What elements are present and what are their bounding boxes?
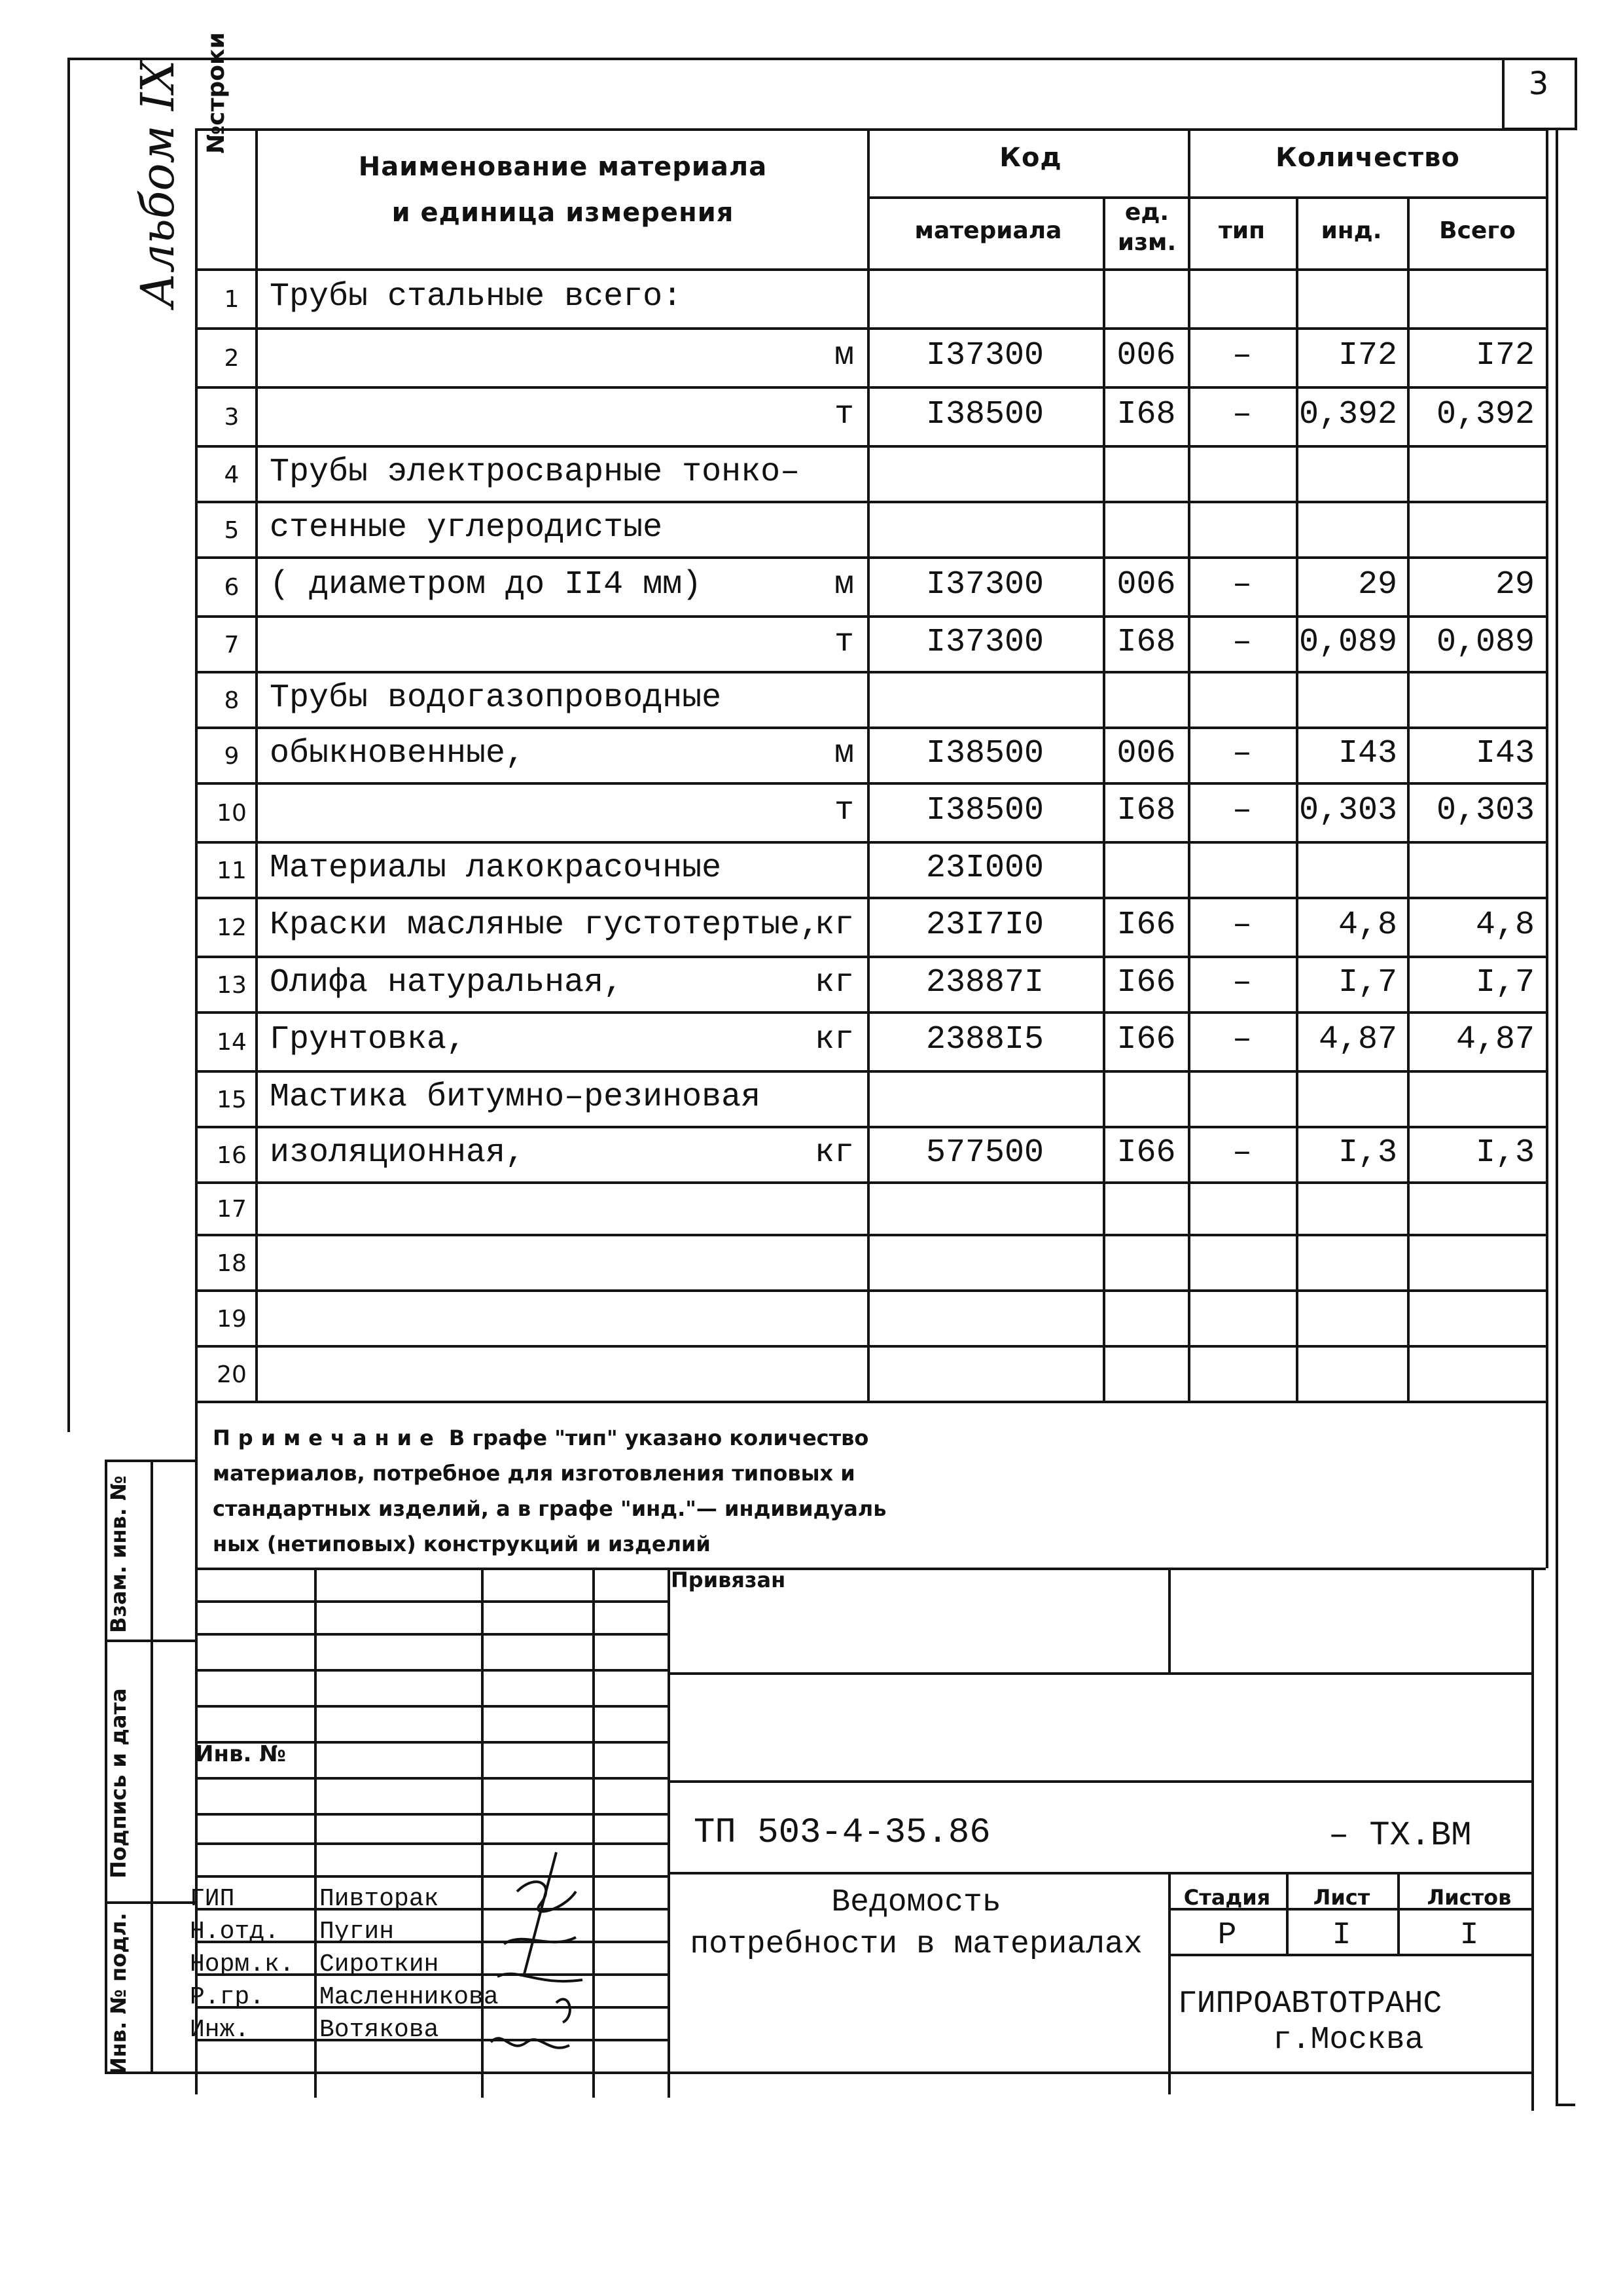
- document-code: ТП 503-4-35.86: [694, 1813, 991, 1853]
- code-material-header: материала: [914, 217, 1062, 244]
- document-suffix: – ТХ.ВМ: [1329, 1816, 1472, 1855]
- row-line-4: [195, 501, 1546, 503]
- signature-marks: [478, 1813, 602, 2075]
- row-total-qty: I43: [1475, 735, 1535, 772]
- qty-ind-header: инд.: [1321, 217, 1382, 244]
- row-ind-qty: I,7: [1338, 964, 1397, 1001]
- row-number-header: [203, 32, 255, 206]
- title-line1: Ведомость: [831, 1885, 1001, 1920]
- side-strip-div2: [105, 1901, 196, 1904]
- row-unit: кг: [814, 1021, 854, 1058]
- row-total-qty: 4,8: [1475, 906, 1535, 944]
- note-bottom-line: [195, 1568, 1546, 1570]
- note-line2: материалов, потребное для изготовления типовых и: [213, 1461, 855, 1486]
- row-name: Трубы водогазопроводные: [270, 679, 722, 717]
- row-unit-code: I66: [1116, 964, 1176, 1001]
- code-header: Код: [999, 143, 1062, 173]
- privyazan-label: Привязан: [671, 1568, 786, 1592]
- row-number: 13: [217, 972, 247, 999]
- side-label-podpis-text: Подпись и дата: [106, 1688, 131, 1878]
- row-line-3: [195, 445, 1546, 448]
- stage-label: Стадия: [1183, 1885, 1271, 1910]
- row-material-code: I38500: [925, 396, 1044, 433]
- row-total-qty: 29: [1495, 566, 1535, 603]
- stamp-col-main: [668, 1568, 670, 2098]
- row-material-code: 2388I5: [925, 1021, 1044, 1058]
- code-unit-header-l1: ед.: [1124, 199, 1169, 226]
- row-material-code: I38500: [925, 792, 1044, 829]
- row-line-6: [195, 615, 1546, 618]
- code-unit-header-l2: изм.: [1117, 229, 1177, 256]
- row-unit-code: I66: [1116, 1134, 1176, 1172]
- row-unit-code: I68: [1116, 792, 1176, 829]
- row-line-12: [195, 956, 1546, 958]
- row-name: Трубы стальные всего:: [270, 278, 683, 315]
- row-ind-qty: 0,089: [1299, 624, 1398, 661]
- col-line-ind: [1407, 196, 1410, 1403]
- side-strip-div1: [105, 1640, 196, 1642]
- row-total-qty: I,3: [1475, 1134, 1535, 1172]
- qty-type-header: тип: [1219, 217, 1265, 244]
- row-line-15: [195, 1126, 1546, 1128]
- side-label-inv-podl-text: Инв. № подл.: [106, 1912, 131, 2075]
- row-ind-qty: I,3: [1338, 1134, 1397, 1172]
- row-line-20: [195, 1401, 1546, 1403]
- row-name: стенные углеродистые: [270, 509, 663, 547]
- signer-name: Пивторак: [319, 1885, 439, 1913]
- row-number: 14: [217, 1029, 247, 1056]
- row-type-qty: –: [1232, 964, 1252, 1001]
- row-line-13: [195, 1011, 1546, 1014]
- row-number: 19: [217, 1306, 247, 1333]
- stamp-privyazan-divider: [1168, 1568, 1171, 1672]
- row-number: 10: [217, 800, 247, 827]
- name-header-line1: Наименование материала: [358, 152, 768, 182]
- row-unit-code: I66: [1116, 906, 1176, 944]
- note-line3: стандартных изделий, а в графе "инд."— индивидуаль: [213, 1496, 887, 1521]
- signature-pugin: [504, 1937, 576, 1944]
- signer-name: Пугин: [319, 1918, 395, 1946]
- album-label: Альбом IX: [131, 60, 185, 308]
- row-unit: т: [834, 792, 854, 829]
- stamp-left-line-3: [195, 1705, 668, 1708]
- row-type-qty: –: [1232, 1021, 1252, 1058]
- row-material-code: 577500: [925, 1134, 1044, 1172]
- frame-left-line: [67, 58, 70, 1432]
- row-ind-qty: I43: [1338, 735, 1397, 772]
- row-line-5: [195, 556, 1546, 559]
- row-name: Материалы лакокрасочные: [270, 850, 722, 887]
- signer-name: Сироткин: [319, 1950, 439, 1979]
- signer-name: Масленникова: [319, 1983, 499, 2011]
- signer-role: Норм.к.: [190, 1950, 294, 1979]
- inv-no-label: Инв. №: [195, 1741, 287, 1767]
- row-number: 5: [224, 517, 240, 544]
- page-number-box-right: [1575, 58, 1577, 130]
- stamp-left-line-1: [195, 1633, 668, 1636]
- note-line1: [213, 1420, 868, 1456]
- table-top-line: [195, 128, 1546, 131]
- row-line-17: [195, 1234, 1546, 1236]
- stamp-code-bottom: [668, 1872, 1533, 1874]
- row-unit: кг: [814, 1134, 854, 1172]
- qty-total-header: Всего: [1439, 217, 1516, 244]
- col-line-num: [255, 128, 258, 1403]
- row-ind-qty: 29: [1357, 566, 1397, 603]
- row-ind-qty: I72: [1338, 337, 1397, 374]
- row-unit-code: 006: [1116, 735, 1176, 772]
- row-number: 12: [217, 914, 247, 941]
- row-line-16: [195, 1181, 1546, 1184]
- row-unit: м: [834, 566, 854, 603]
- row-type-qty: –: [1232, 1134, 1252, 1172]
- stamp-mid-line: [668, 1780, 1533, 1783]
- row-number: 20: [217, 1361, 247, 1388]
- row-unit: т: [834, 396, 854, 433]
- row-unit: м: [834, 735, 854, 772]
- row-ind-qty: 4,8: [1338, 906, 1397, 944]
- row-name: Грунтовка,: [270, 1021, 467, 1058]
- note-title: Примечание: [213, 1426, 442, 1450]
- row-total-qty: 0,089: [1436, 624, 1535, 661]
- row-name: Олифа натуральная,: [270, 964, 624, 1001]
- side-label-vzam-text: Взам. инв. №: [106, 1475, 131, 1633]
- row-line-0: [195, 268, 1546, 271]
- row-unit-code: I68: [1116, 396, 1176, 433]
- col-line-right: [1546, 128, 1548, 1568]
- row-total-qty: I,7: [1475, 964, 1535, 1001]
- row-unit-code: 006: [1116, 337, 1176, 374]
- note-line4: ных (нетиповых) конструкций и изделий: [213, 1532, 711, 1556]
- quantity-header: Количество: [1275, 143, 1460, 173]
- row-line-19: [195, 1345, 1546, 1348]
- row-name: Краски масляные густотертые,: [270, 906, 820, 944]
- row-number: 2: [224, 345, 240, 372]
- row-line-7: [195, 671, 1546, 673]
- stamp-bottom-line: [195, 2072, 1533, 2074]
- row-line-18: [195, 1289, 1546, 1292]
- col-line-type: [1296, 196, 1298, 1403]
- stamp-left-line-2: [195, 1669, 668, 1672]
- row-number: 4: [224, 461, 240, 488]
- row-type-qty: –: [1232, 566, 1252, 603]
- stamp-col-a: [314, 1568, 317, 2098]
- row-type-qty: –: [1232, 735, 1252, 772]
- frame-top-line: [67, 58, 1577, 60]
- row-unit-code: I66: [1116, 1021, 1176, 1058]
- row-name: изоляционная,: [270, 1134, 526, 1172]
- row-material-code: 23I000: [925, 850, 1044, 887]
- sheet-value: I: [1332, 1918, 1351, 1953]
- frame-right-line: [1556, 128, 1558, 2105]
- organization-name: ГИПРОАВТОТРАНС: [1178, 1986, 1442, 2022]
- row-name: ( диаметром до II4 мм): [270, 566, 702, 603]
- row-material-code: I37300: [925, 337, 1044, 374]
- row-material-code: 23I7I0: [925, 906, 1044, 944]
- signer-name: Вотякова: [319, 2016, 439, 2044]
- stamp-privyazan-bottom: [668, 1672, 1533, 1675]
- row-number: 11: [217, 857, 247, 884]
- col-line-name: [867, 128, 870, 1403]
- row-number: 3: [224, 404, 240, 431]
- row-material-code: I38500: [925, 735, 1044, 772]
- side-strip-right: [151, 1460, 153, 2072]
- title-line2: потребности в материалах: [690, 1927, 1143, 1962]
- signer-role: ГИП: [190, 1885, 235, 1913]
- row-ind-qty: 4,87: [1318, 1021, 1397, 1058]
- stage-value: Р: [1217, 1918, 1237, 1953]
- sheet-label: Лист: [1313, 1885, 1370, 1910]
- row-line-11: [195, 897, 1546, 899]
- signer-role: Р.гр.: [190, 1983, 265, 2011]
- row-ind-qty: 0,392: [1299, 396, 1398, 433]
- row-line-2: [195, 386, 1546, 389]
- row-type-qty: –: [1232, 792, 1252, 829]
- sheets-label: Листов: [1427, 1885, 1512, 1910]
- row-number: 17: [217, 1196, 247, 1223]
- signature-votyakova: [491, 2038, 569, 2048]
- row-unit: кг: [814, 906, 854, 944]
- row-material-code: 23887I: [925, 964, 1044, 1001]
- row-name: Трубы электросварные тонко–: [270, 454, 800, 491]
- signer-role: Инж.: [190, 2016, 250, 2044]
- row-number: 6: [224, 574, 240, 601]
- row-name: обыкновенные,: [270, 735, 526, 772]
- row-type-qty: –: [1232, 906, 1252, 944]
- row-type-qty: –: [1232, 337, 1252, 374]
- row-total-qty: 0,392: [1436, 396, 1535, 433]
- row-total-qty: I72: [1475, 337, 1535, 374]
- row-line-1: [195, 327, 1546, 330]
- row-number: 18: [217, 1250, 247, 1277]
- page-number: 3: [1528, 65, 1549, 102]
- row-unit: м: [834, 337, 854, 374]
- row-type-qty: –: [1232, 624, 1252, 661]
- row-type-qty: –: [1232, 396, 1252, 433]
- row-unit-code: 006: [1116, 566, 1176, 603]
- row-material-code: I37300: [925, 566, 1044, 603]
- stamp-stage-value-line: [1168, 1954, 1531, 1956]
- row-number-header-text: №строки: [203, 32, 230, 154]
- row-name: Мастика битумно–резиновая: [270, 1079, 761, 1116]
- sheets-value: I: [1459, 1918, 1479, 1953]
- name-header-line2: и единица измерения: [391, 198, 734, 228]
- note-line1-text: В графе "тип" указано количество: [448, 1426, 869, 1450]
- row-number: 15: [217, 1086, 247, 1113]
- signature-pivtorak: [517, 1852, 576, 1977]
- frame-bottom-tick: [1556, 2104, 1575, 2106]
- organization-city: г.Москва: [1273, 2022, 1424, 2058]
- row-ind-qty: 0,303: [1299, 792, 1398, 829]
- stamp-col-right: [1531, 1568, 1534, 2111]
- row-total-qty: 4,87: [1455, 1021, 1535, 1058]
- row-line-14: [195, 1070, 1546, 1073]
- row-line-10: [195, 841, 1546, 844]
- row-unit-code: I68: [1116, 624, 1176, 661]
- row-unit: кг: [814, 964, 854, 1001]
- row-number: 9: [224, 743, 240, 770]
- signer-role: Н.отд.: [190, 1918, 279, 1946]
- signature-sirotkin: [497, 1974, 582, 1981]
- row-number: 8: [224, 687, 240, 714]
- row-number: 16: [217, 1142, 247, 1169]
- header-sub-line: [867, 196, 1546, 199]
- row-unit: т: [834, 624, 854, 661]
- side-strip-top: [105, 1460, 196, 1462]
- col-line-left: [195, 128, 198, 1403]
- stamp-left-line-5: [195, 1777, 668, 1780]
- row-material-code: I37300: [925, 624, 1044, 661]
- row-line-8: [195, 726, 1546, 729]
- row-number: 1: [224, 286, 240, 313]
- row-number: 7: [224, 632, 240, 658]
- row-line-9: [195, 782, 1546, 785]
- signature-maslennikova: [556, 1999, 570, 2022]
- row-total-qty: 0,303: [1436, 792, 1535, 829]
- stamp-left-line-0: [195, 1600, 668, 1603]
